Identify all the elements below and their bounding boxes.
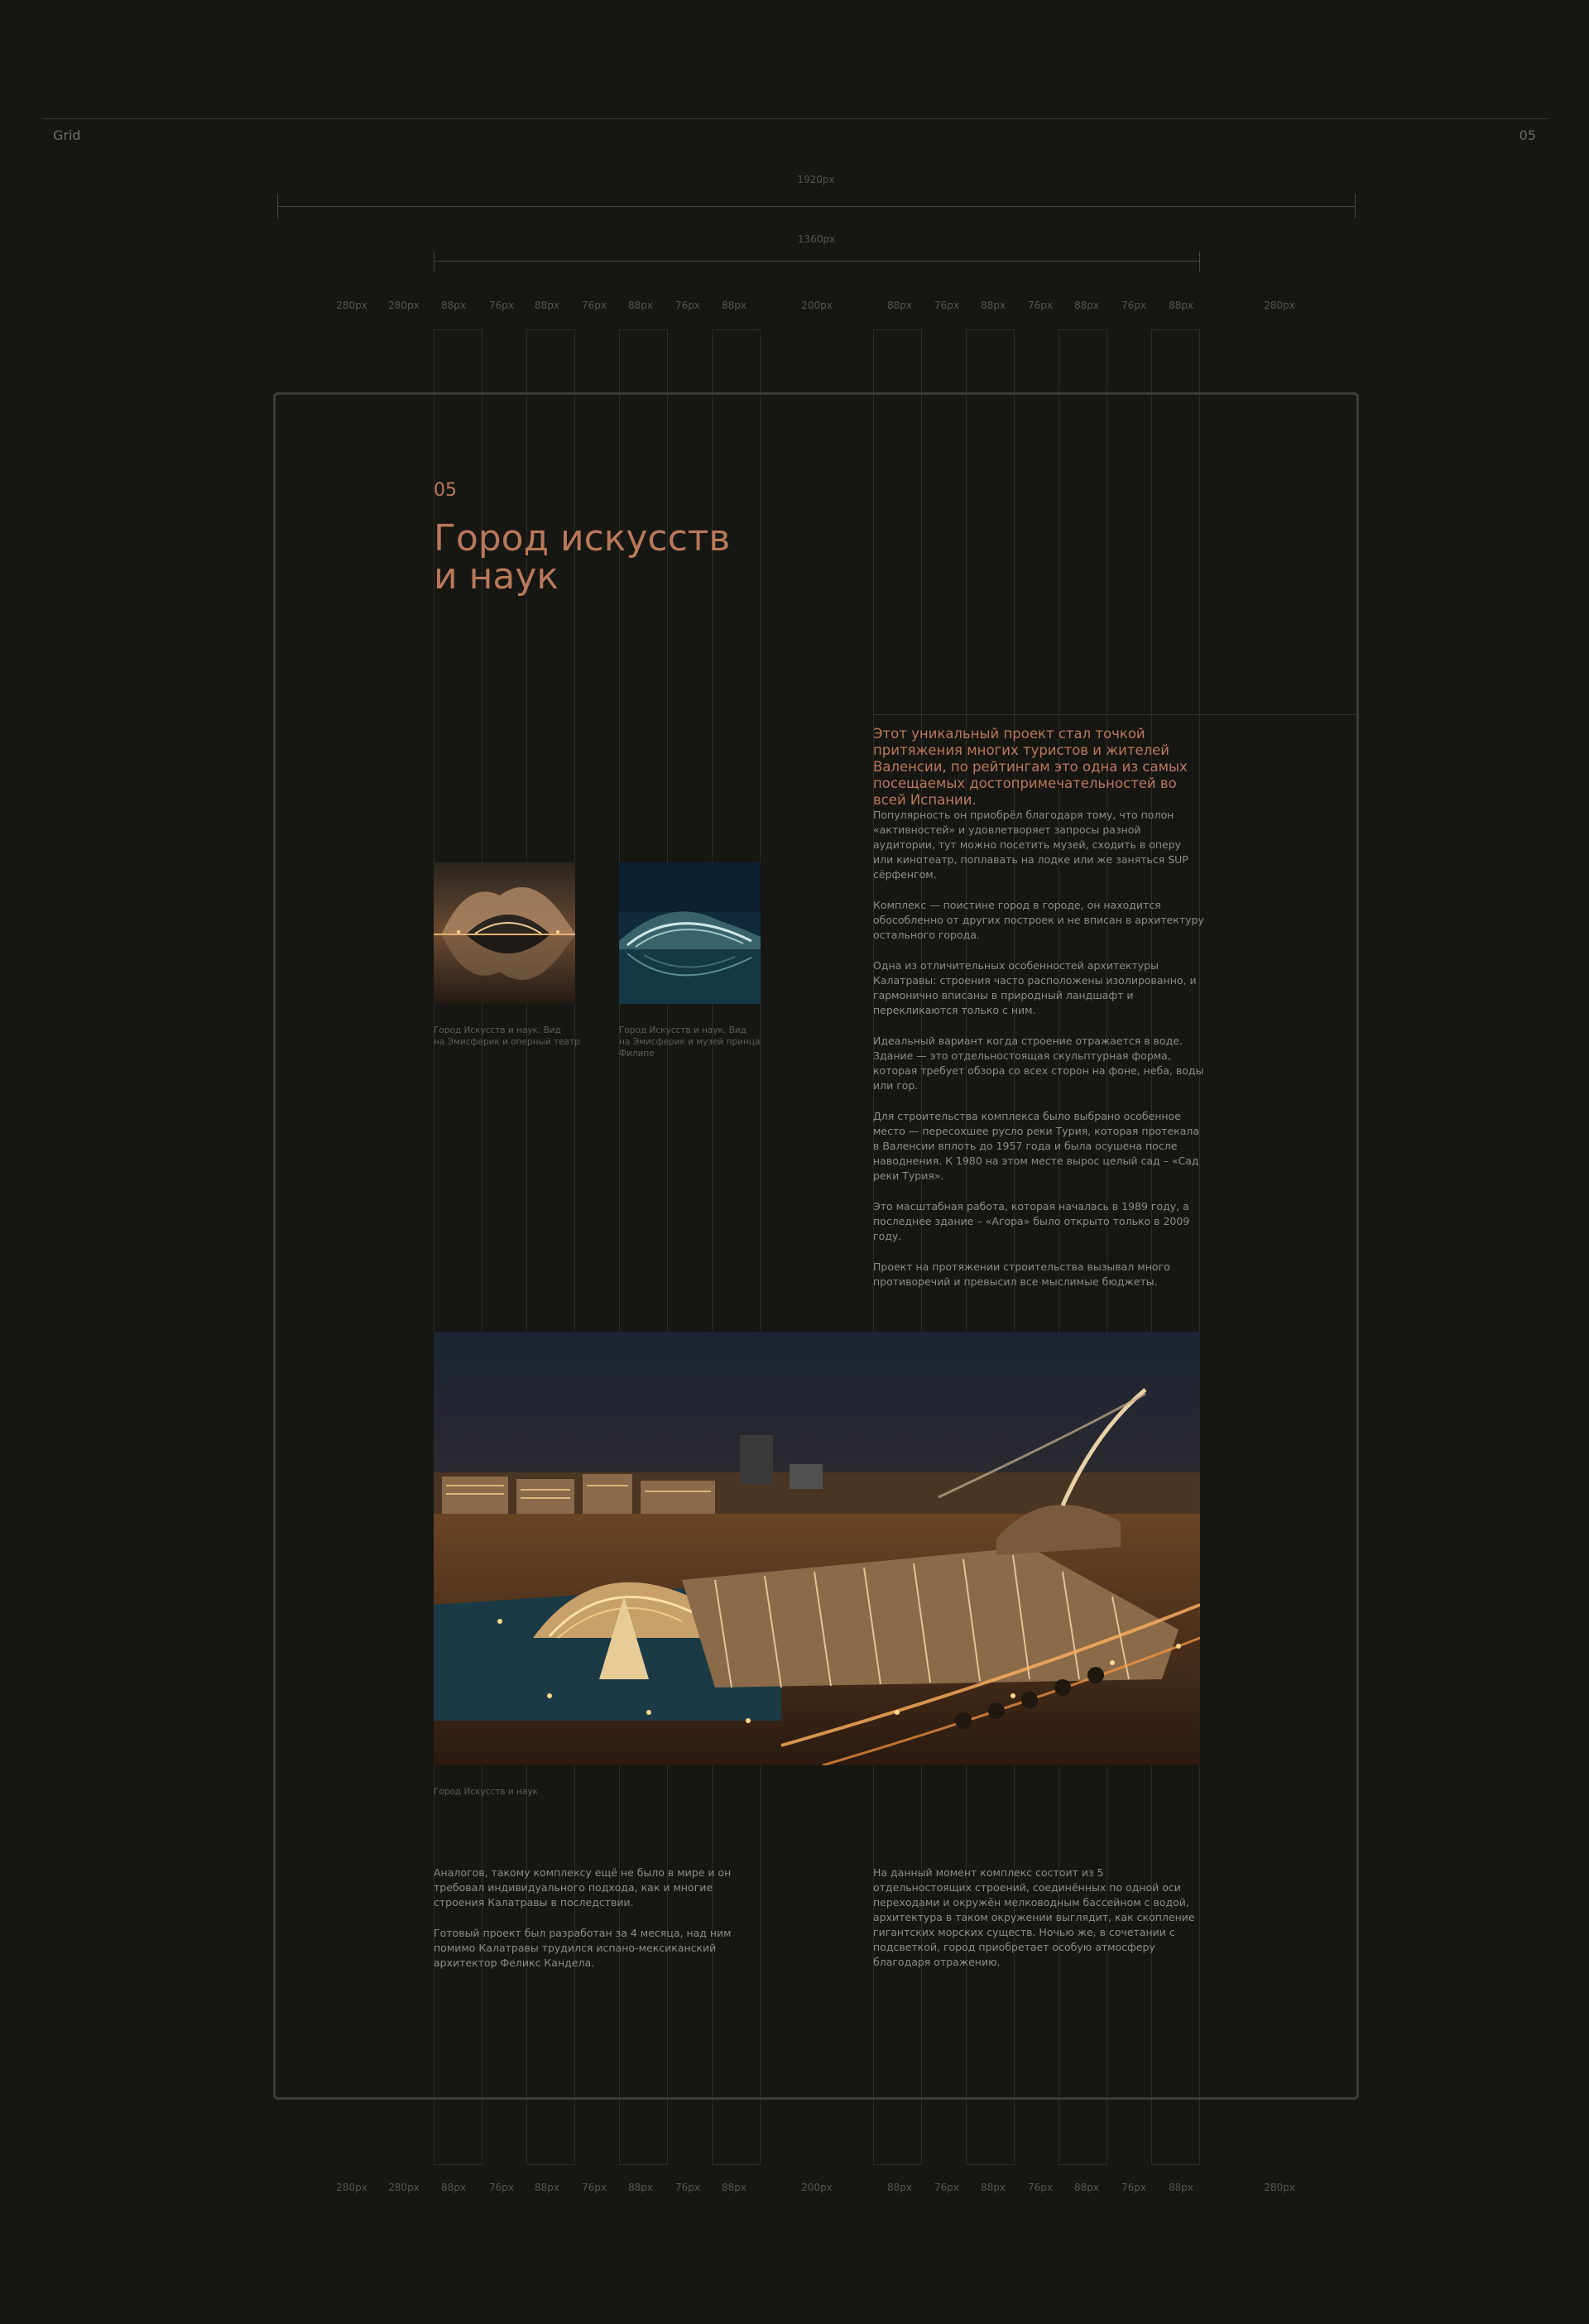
column-width-label: 88px bbox=[1074, 2182, 1099, 2193]
column-width-label: 76px bbox=[934, 300, 959, 311]
column-width-label: 76px bbox=[675, 300, 700, 311]
section-title bbox=[434, 517, 731, 598]
column-width-label: 76px bbox=[934, 2182, 959, 2193]
body-paragraph: Аналогов, такому комплексу ещё не было в мире и он требовал индивидуального подхода, как и многие строения Калатравы в последствии. bbox=[434, 1866, 732, 1909]
column-width-label: 76px bbox=[1121, 2182, 1146, 2193]
section-number: 05 bbox=[434, 480, 457, 501]
section-divider bbox=[873, 714, 1356, 715]
column-width-label: 280px bbox=[1264, 300, 1295, 311]
content-width-label: 1360px bbox=[797, 233, 836, 245]
column-width-label: 88px bbox=[887, 2182, 912, 2193]
bottom-text-left bbox=[434, 1865, 756, 1986]
lead-paragraph: Этот уникальный проект стал точкой притяжения многих туристов и жителей Валенсии, по рейтингам это одна из самых посещаемых достопримечательностей во всей Испании. bbox=[873, 726, 1188, 808]
column-width-label: 88px bbox=[1169, 300, 1193, 311]
photo-caption-2: Город Искусств и наук. Вид на Эмисферик и музей принца Филипе bbox=[619, 1025, 761, 1059]
body-paragraph: Комплекс — поистине город в городе, он находится обособленно от других построек и не вписан в архитектуру остального города. bbox=[873, 899, 1204, 941]
photo-city-of-arts-panorama bbox=[434, 1332, 1200, 1765]
section-title-line2: и наук bbox=[434, 555, 559, 598]
body-paragraph: Готовый проект был разработан за 4 месяца, над ним помимо Калатравы трудился испано-мексиканский архитектор Феликс Кандела. bbox=[434, 1927, 732, 1969]
column-width-label: 88px bbox=[981, 2182, 1006, 2193]
body-paragraph: На данный момент комплекс состоит из 5 отдельностоящих строений, соединённых по одной оси переходами и окружён мелководным бассейном с водой, архитектура в таком окружении выглядит, как скопление гигантских морских существ. Ночью же, в сочетании с подсветкой, город приобретает особую атмосферу благодаря отражению. bbox=[873, 1866, 1195, 1968]
column-width-label: 280px bbox=[388, 300, 420, 311]
photo-hemisferic-museum bbox=[619, 862, 761, 1004]
column-width-label: 280px bbox=[1264, 2182, 1295, 2193]
column-width-label: 88px bbox=[628, 2182, 653, 2193]
total-width-label: 1920px bbox=[797, 174, 835, 185]
column-width-label: 88px bbox=[535, 300, 559, 311]
column-width-label: 88px bbox=[722, 2182, 746, 2193]
section-title-line1: Город искусств bbox=[434, 517, 731, 559]
body-paragraph: Одна из отличительных особенностей архитектуры Калатравы: строения часто расположены изолированно, и гармонично вписаны в природный ландшафт и перекликаются только с ним. bbox=[873, 959, 1197, 1016]
body-paragraph: Для строительства комплекса было выбрано особенное место — пересохшее русло реки Турия, которая протекала в Валенсии вплоть до 1957 года и была осушена после наводнения. К 1980 на этом месте вырос целый сад – «Сад реки Турия». bbox=[873, 1110, 1200, 1182]
body-paragraph: Это масштабная работа, которая началась в 1989 году, а последнее здание – «Агора» было открыто только в 2009 году. bbox=[873, 1200, 1190, 1242]
column-width-label: 88px bbox=[1169, 2182, 1193, 2193]
content-width-tick-right bbox=[1199, 252, 1200, 271]
body-paragraph: Идеальный вариант когда строение отражается в воде. Здание — это отдельностоящая скульптурная форма, которая требует обзора со всех сторон на фоне, неба, воды или гор. bbox=[873, 1035, 1204, 1092]
column-width-label: 76px bbox=[489, 2182, 514, 2193]
body-text bbox=[873, 808, 1204, 1305]
total-width-rule bbox=[277, 206, 1355, 207]
column-width-label: 280px bbox=[336, 2182, 367, 2193]
column-width-label: 88px bbox=[1074, 300, 1099, 311]
column-width-label: 280px bbox=[388, 2182, 420, 2193]
photo-hemisferic-opera bbox=[434, 862, 575, 1004]
body-paragraph: Проект на протяжении строительства вызывал много противоречий и превысил все мыслимые бюджеты. bbox=[873, 1260, 1170, 1288]
body-paragraph: Популярность он приобрёл благодаря тому, что полон «активностей» и удовлетворяет запросы разной аудитории, тут можно посетить музей, сходить в оперу или кинотеатр, поплавать на лодке или же заняться SUP сёрфенгом. bbox=[873, 809, 1188, 881]
column-width-label: 88px bbox=[628, 300, 653, 311]
column-width-label: 88px bbox=[722, 300, 746, 311]
column-width-label: 76px bbox=[582, 300, 607, 311]
total-width-tick-right bbox=[1355, 194, 1356, 218]
header-label: Grid bbox=[53, 127, 81, 143]
column-width-label: 76px bbox=[1028, 2182, 1053, 2193]
column-width-label: 76px bbox=[675, 2182, 700, 2193]
column-width-label: 200px bbox=[801, 2182, 833, 2193]
column-width-label: 88px bbox=[981, 300, 1006, 311]
column-width-label: 200px bbox=[801, 300, 833, 311]
column-width-label: 280px bbox=[336, 300, 367, 311]
bottom-text-right bbox=[873, 1865, 1203, 1985]
column-width-label: 76px bbox=[489, 300, 514, 311]
content-width-rule bbox=[434, 261, 1199, 262]
column-width-label: 88px bbox=[441, 300, 466, 311]
column-width-label: 88px bbox=[441, 2182, 466, 2193]
column-width-label: 76px bbox=[1028, 300, 1053, 311]
column-width-label: 76px bbox=[1121, 300, 1146, 311]
column-width-label: 88px bbox=[535, 2182, 559, 2193]
page-number: 05 bbox=[1519, 127, 1536, 143]
total-width-tick-left bbox=[277, 194, 278, 218]
column-width-label: 88px bbox=[887, 300, 912, 311]
photo-caption-1: Город Искусств и наук. Вид на Эмисферик и оперный театр bbox=[434, 1025, 580, 1047]
header-rule bbox=[43, 118, 1548, 119]
photo-caption-main: Город Искусств и наук bbox=[434, 1787, 538, 1797]
column-width-label: 76px bbox=[582, 2182, 607, 2193]
